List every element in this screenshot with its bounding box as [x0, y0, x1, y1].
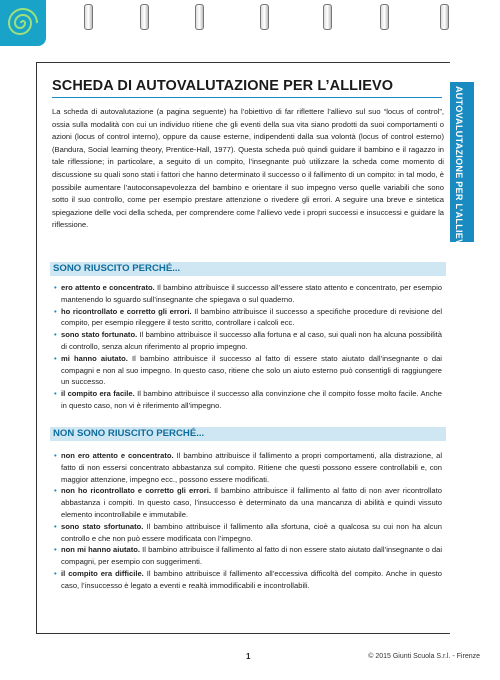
- item-term: ero attento e concentrato.: [61, 283, 155, 292]
- item-term: non mi hanno aiutato.: [61, 545, 141, 555]
- item-text: Il bambino attribuisce il fallimento al fatto di non essere stato aiutato dall’insegnante o dai compagni, per esempio con suggerimenti.: [61, 545, 443, 567]
- list-item: [54, 485, 442, 520]
- item-text: Il bambino attribuisce il fallimento alla sfortuna, cioè a qualcosa su cui non ha alcun controllo e che non può essere modificata con l’impegno.: [61, 521, 442, 543]
- copyright: © 2015 Giunti Scuola S.r.l. - Firenze: [368, 653, 480, 660]
- intro-paragraph: La scheda di autovalutazione (a pagina seguente) ha l’obiettivo di far riflettere l’allievo sul suo “locus of control”, ossia sulla modalità con cui un individuo ritiene che gli eventi della sua vita siano prodotti da suoi comportamenti o azioni (locus of control interno), oppure da cause esterne, indipendenti dalla sua volontà (locus of control esterno) (Bandura, Social learning theory, Prentice-Hall, 1977). Questa scheda può quindi guidare il bambino e il ragazzo in tale riflessione; in particolare, a seguito di un compito, l’insegnante può utilizzare la scheda come momento di discussione su quali sono stati i fattori che hanno determinato il successo o il fallimento di un compito: in tal modo, è possibile aumentare l’autoconsapevolezza del bambino e orientare il suo impegno verso quelle variabili che sono sotto il suo controllo, come per esempio prestare attenzione o rivedere gli errori. A seguire una breve e sintetica spiegazione delle voci della scheda, per comprendere come l’allievo vede i propri successi e insuccessi e guidare la riflessione.: [52, 107, 444, 230]
- item-text: Il bambino attribuisce il successo a specifiche procedure di revisione del compito, per esempio rileggere il testo scritto, controllare i calcoli ecc.: [61, 306, 442, 328]
- success-list: [54, 282, 442, 412]
- bullet-icon: •: [54, 389, 57, 399]
- list-item: [54, 450, 442, 485]
- binder-ring: [380, 4, 389, 30]
- item-term: ho ricontrollato e corretto gli errori.: [61, 306, 192, 316]
- item-term: mi hanno aiutato.: [61, 353, 128, 363]
- binder-ring: [84, 4, 93, 30]
- list-item: [54, 282, 442, 306]
- list-item: [54, 544, 442, 568]
- item-term: il compito era facile.: [61, 389, 135, 399]
- spiral-logo-icon: [0, 0, 46, 46]
- bullet-icon: •: [54, 486, 57, 496]
- binder-ring: [440, 4, 449, 30]
- item-text: Il bambino attribuisce il successo al fatto di essere stato aiutato dall’insegnante o dai compagni e non al suo impegno. In questo caso, ritiene che solo un aiuto esterno può consentigli di raggiungere un successo.: [61, 353, 442, 387]
- bullet-icon: •: [54, 283, 57, 292]
- page-number: 1: [246, 652, 251, 661]
- item-text: Il bambino attribuisce il fallimento al fatto di non aver ricontrollato abbastanza i compiti. In questo caso, l’insuccesso è determinato da una mancanza di abilità e quindi vissuto elemento incontrollabile e immutabile.: [61, 486, 442, 519]
- title-divider: [52, 97, 442, 98]
- item-term: il compito era difficile.: [61, 568, 144, 578]
- binder-rings: [0, 0, 500, 40]
- item-text: Il bambino attribuisce il successo all’essere stato attento e concentrato, per esempio mantenendo lo sguardo sull’insegnante che spiegava o sul quaderno.: [61, 283, 442, 304]
- item-text: Il bambino attribuisce il fallimento all’eccessiva difficoltà del compito. Anche in questo caso, l’insuccesso è legato a eventi e realtà immodificabili e incontrollabili.: [61, 568, 442, 590]
- section-heading-success: SONO RIUSCITO PERCHÉ...: [50, 262, 446, 276]
- item-text: Il bambino attribuisce il fallimento a propri comportamenti, alla distrazione, al fatto di non essersi concentrato abbastanza sul compito. Ritiene che questi possono essere controllabili e, con maggior attenzione, impegno ecc., possono essere modificati.: [61, 451, 443, 484]
- side-tab: [450, 82, 474, 253]
- section-heading-failure: NON SONO RIUSCITO PERCHÉ...: [50, 427, 446, 441]
- item-term: sono stato sfortunato.: [61, 521, 144, 531]
- bullet-icon: •: [54, 568, 57, 578]
- item-text: Il bambino attribuisce il successo alla convinzione che il compito fosse molto facile. Anche in questo caso, non vi è riferimento all’impegno.: [61, 389, 442, 410]
- bullet-icon: •: [54, 330, 57, 340]
- list-item: [54, 329, 442, 353]
- bullet-icon: •: [54, 353, 57, 363]
- item-term: non ho ricontrollato e corretto gli errori.: [61, 486, 211, 496]
- item-term: non ero attento e concentrato.: [61, 451, 174, 460]
- page-title: SCHEDA DI AUTOVALUTAZIONE PER L’ALLIEVO: [52, 78, 394, 94]
- binder-ring: [323, 4, 332, 30]
- bullet-icon: •: [54, 545, 57, 555]
- item-text: Il bambino attribuisce il successo alla fortuna e al caso, sui quali non ha alcuna possibilità di controllo, senza alcun riferimento al proprio impegno.: [61, 330, 442, 351]
- item-term: sono stato fortunato.: [61, 330, 138, 340]
- bullet-icon: •: [54, 451, 57, 460]
- list-item: [54, 353, 442, 388]
- bullet-icon: •: [54, 306, 57, 316]
- list-item: [54, 568, 442, 592]
- list-item: [54, 388, 442, 412]
- binder-ring: [260, 4, 269, 30]
- bullet-icon: •: [54, 521, 57, 531]
- binder-ring: [140, 4, 149, 30]
- list-item: [54, 521, 442, 545]
- failure-list: [54, 450, 442, 592]
- list-item: [54, 306, 442, 330]
- side-tab-label: AUTOVALUTAZIONE PER L’ALLIEVO: [454, 86, 464, 253]
- binder-ring: [195, 4, 204, 30]
